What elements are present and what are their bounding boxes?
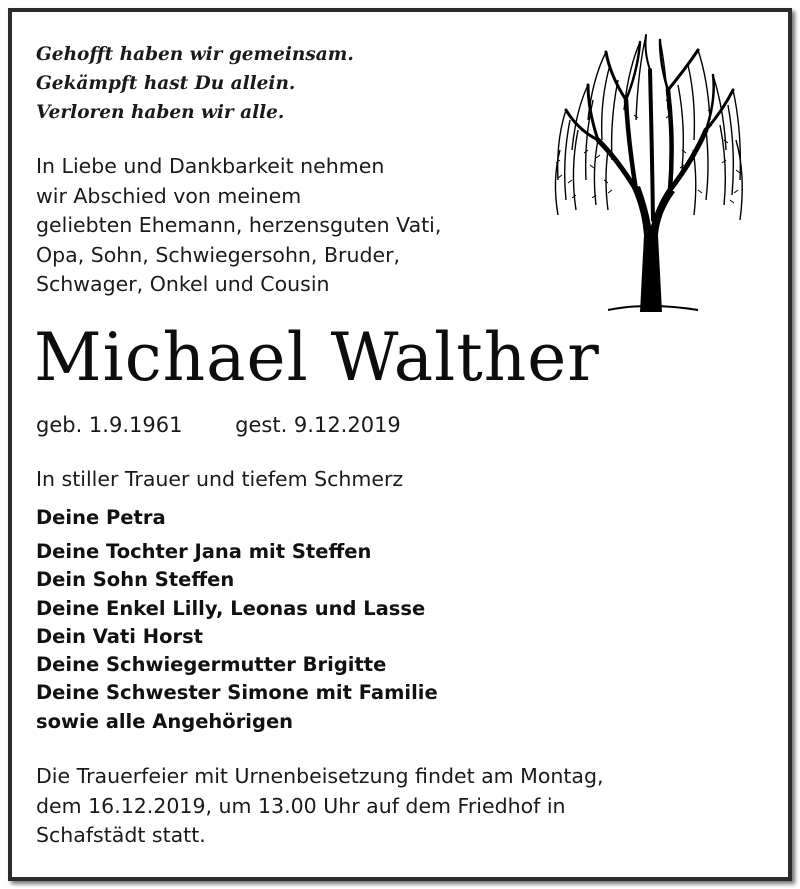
- relative-item: Deine Schwiegermutter Brigitte: [36, 653, 387, 677]
- farewell-text: [36, 152, 441, 300]
- motto-line: Verloren haben wir alle.: [36, 102, 285, 123]
- mourning-line: In stiller Trauer und tiefem Schmerz: [36, 467, 404, 491]
- relative-item: Dein Sohn Steffen: [36, 568, 235, 592]
- tree-icon: [548, 30, 748, 315]
- funeral-line: Schafstädt statt.: [36, 823, 206, 847]
- spouse-name: Deine Petra: [36, 506, 166, 529]
- motto-line: Gehofft haben wir gemeinsam.: [36, 44, 354, 65]
- relative-item: Deine Schwester Simone mit Familie: [36, 681, 438, 705]
- funeral-line: dem 16.12.2019, um 13.00 Uhr auf dem Friedhof in: [36, 793, 566, 818]
- funeral-notice: [36, 762, 604, 851]
- motto-verse: [36, 40, 354, 127]
- farewell-line: geliebten Ehemann, herzensguten Vati,: [36, 213, 442, 237]
- farewell-line: Opa, Sohn, Schwiegersohn, Bruder,: [36, 242, 401, 267]
- life-dates: [36, 410, 401, 440]
- relatives-list: [36, 538, 438, 736]
- relative-item: sowie alle Angehörigen: [36, 709, 294, 733]
- farewell-line: wir Abschied von meinem: [36, 183, 302, 208]
- relative-item: Deine Enkel Lilly, Leonas und Lasse: [36, 596, 426, 620]
- birth-date: geb. 1.9.1961: [36, 413, 183, 437]
- death-date: gest. 9.12.2019: [235, 413, 401, 437]
- funeral-line: Die Trauerfeier mit Urnenbeisetzung findet am Montag,: [36, 764, 604, 788]
- relative-item: Deine Tochter Jana mit Steffen: [36, 540, 372, 563]
- relative-item: Dein Vati Horst: [36, 624, 204, 648]
- farewell-line: In Liebe und Dankbarkeit nehmen: [36, 154, 385, 178]
- motto-line: Gekämpft hast Du allein.: [36, 73, 296, 94]
- farewell-line: Schwager, Onkel und Cousin: [36, 272, 330, 296]
- deceased-name: Michael Walther: [34, 319, 600, 396]
